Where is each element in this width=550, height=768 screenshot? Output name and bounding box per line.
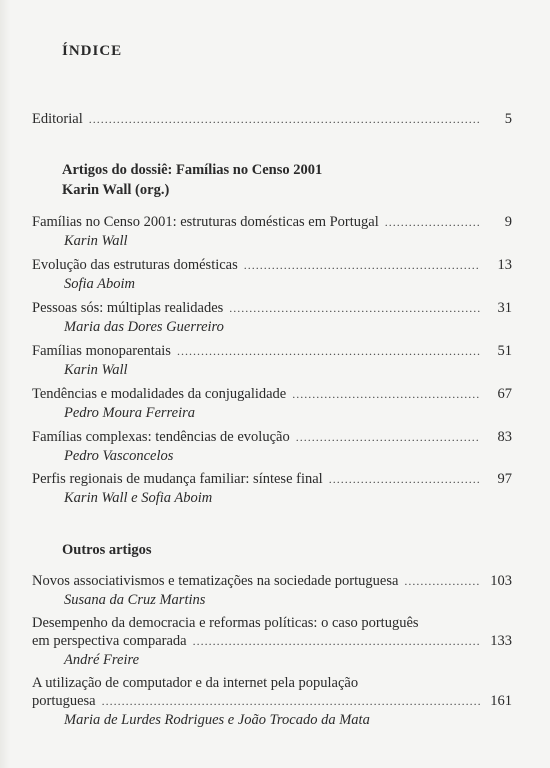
page-number: 31 — [497, 300, 512, 316]
toc-entry-editorial[interactable] — [32, 110, 512, 128]
dot-leader — [177, 342, 480, 360]
toc-entry[interactable] — [32, 428, 512, 465]
dot-leader — [404, 572, 480, 590]
dot-leader — [292, 385, 480, 403]
page-number: 9 — [504, 214, 512, 230]
dot-leader — [385, 213, 480, 231]
page-number: 13 — [497, 257, 512, 273]
entry-author: André Freire — [64, 652, 140, 668]
dossier-title: Artigos do dossiê: Famílias no Censo 2001 — [62, 162, 323, 178]
entry-title: Famílias monoparentais — [32, 343, 171, 359]
entry-author: Maria das Dores Guerreiro — [64, 319, 224, 335]
entry-title-line: A utilização de computador e da internet pela população — [32, 675, 359, 691]
toc-entry[interactable] — [32, 256, 512, 293]
entry-title: Perfis regionais de mudança familiar: síntese final — [32, 471, 323, 487]
toc-entry[interactable] — [32, 572, 512, 609]
dot-leader — [89, 110, 480, 128]
page-number: 83 — [497, 429, 512, 445]
entry-author: Susana da Cruz Martins — [64, 592, 206, 608]
toc-entry[interactable] — [32, 674, 512, 729]
page-number: 51 — [497, 343, 512, 359]
entry-title: Famílias no Censo 2001: estruturas domésticas em Portugal — [32, 214, 379, 230]
entry-title: Famílias complexas: tendências de evolução — [32, 429, 290, 445]
dossier-heading — [62, 160, 322, 200]
toc-entry[interactable] — [32, 470, 512, 507]
other-articles-heading: Outros artigos — [62, 542, 152, 558]
toc-entry[interactable] — [32, 213, 512, 250]
entry-author: Karin Wall e Sofia Aboim — [64, 490, 213, 506]
page-number: 161 — [490, 693, 512, 709]
page-number: 97 — [497, 471, 512, 487]
entry-author: Pedro Vasconcelos — [64, 448, 174, 464]
dot-leader — [102, 692, 480, 710]
entry-author: Maria de Lurdes Rodrigues e João Trocado da Mata — [64, 712, 370, 728]
entry-title: portuguesa — [32, 693, 96, 709]
page-number: 103 — [490, 573, 512, 589]
toc-entry[interactable] — [32, 342, 512, 379]
page-number: 67 — [497, 386, 512, 402]
entry-author: Karin Wall — [64, 233, 128, 249]
toc-entry[interactable] — [32, 299, 512, 336]
toc-entry[interactable] — [32, 385, 512, 422]
entry-author: Sofia Aboim — [64, 276, 136, 292]
entry-title: em perspectiva comparada — [32, 633, 187, 649]
entry-author: Pedro Moura Ferreira — [64, 405, 196, 421]
dot-leader — [229, 299, 480, 317]
entry-title: Pessoas sós: múltiplas realidades — [32, 300, 224, 316]
dot-leader — [296, 428, 480, 446]
page-number: 133 — [490, 633, 512, 649]
entry-title-line: Desempenho da democracia e reformas políticas: o caso português — [32, 615, 419, 631]
page-number: 5 — [504, 111, 512, 127]
entry-title: Tendências e modalidades da conjugalidade — [32, 386, 287, 402]
page-title: ÍNDICE — [62, 43, 123, 59]
entry-title: Evolução das estruturas domésticas — [32, 257, 238, 273]
dossier-organizer: Karin Wall (org.) — [62, 182, 170, 198]
entry-title: Novos associativismos e tematizações na sociedade portuguesa — [32, 573, 399, 589]
dot-leader — [329, 470, 480, 488]
dot-leader — [193, 632, 480, 650]
entry-title: Editorial — [32, 111, 83, 127]
toc-entry[interactable] — [32, 614, 512, 669]
dot-leader — [244, 256, 480, 274]
entry-author: Karin Wall — [64, 362, 128, 378]
